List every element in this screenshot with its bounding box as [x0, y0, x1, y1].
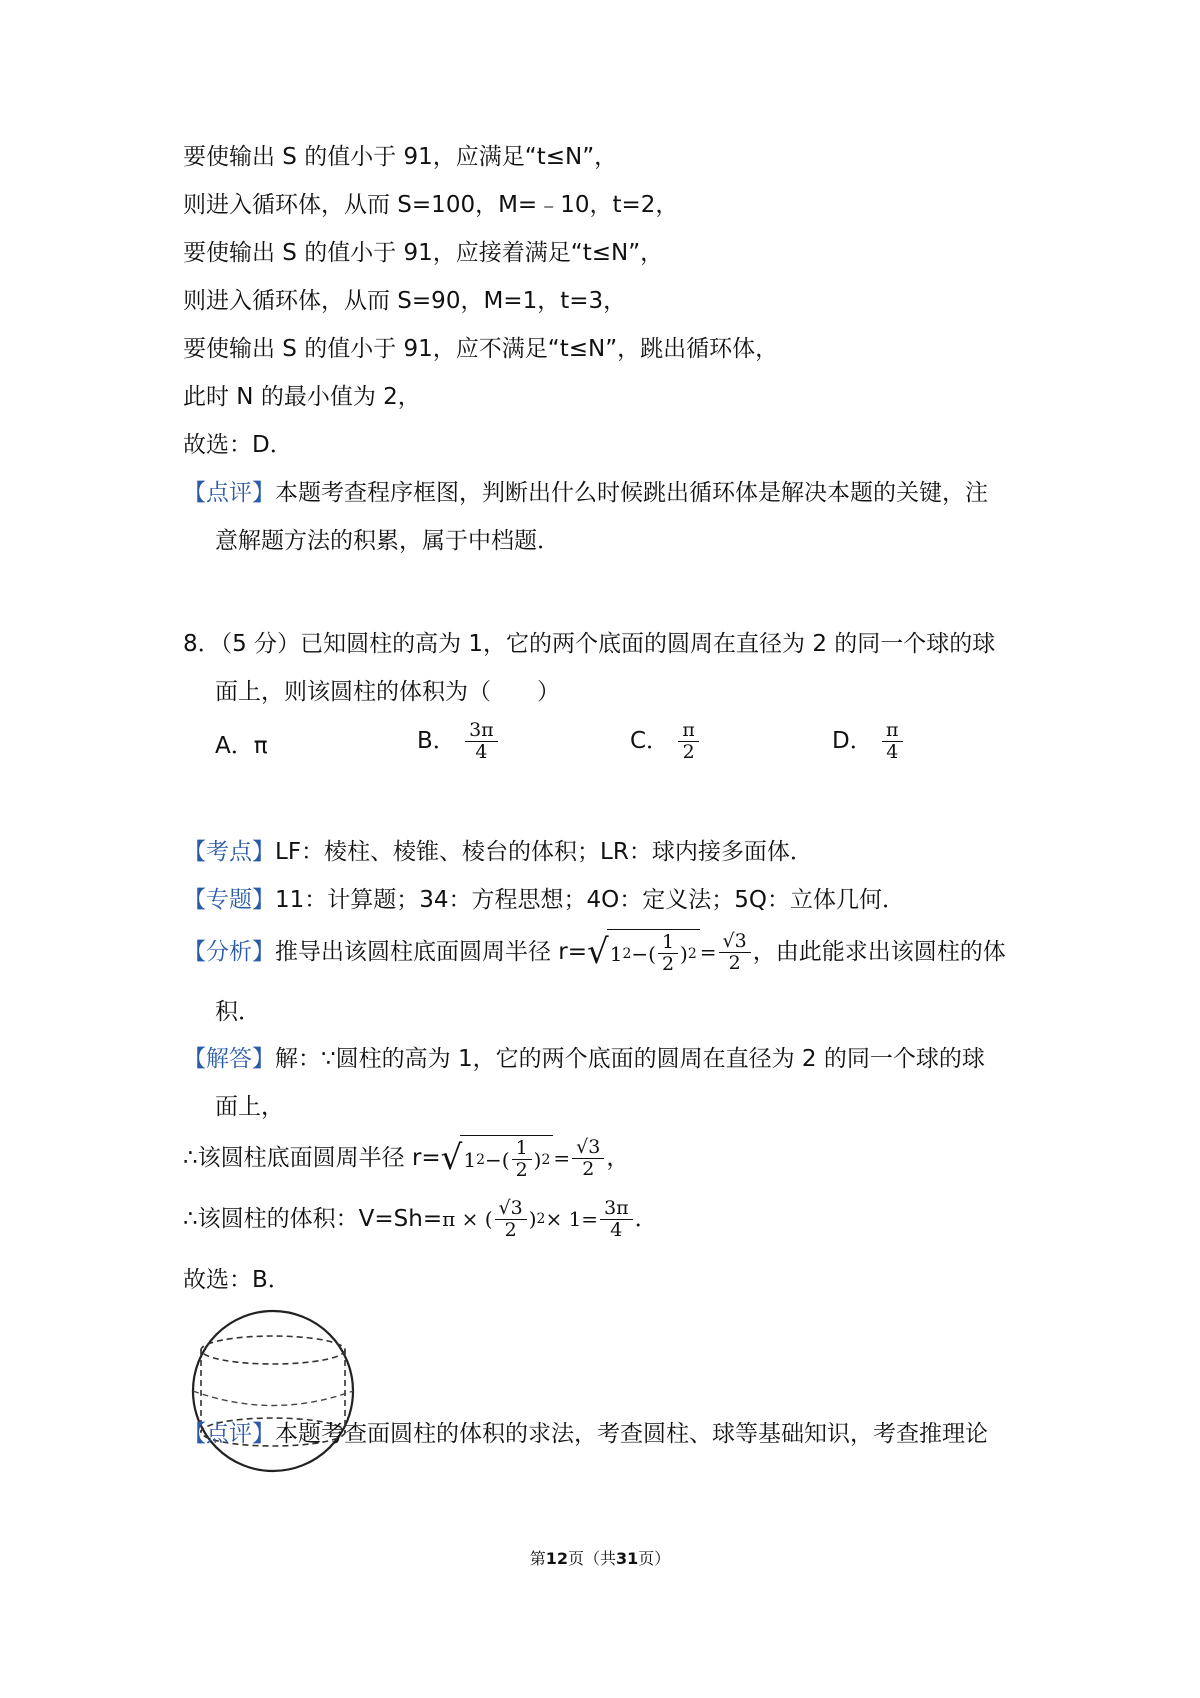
- option-d: D． $\frac{\pi}{4}$: [832, 720, 905, 763]
- text-line: 要使输出 S 的值小于 91，应满足“t≤N”，: [183, 144, 618, 170]
- option-a: A．π: [215, 733, 268, 759]
- sphere-equator: [193, 1391, 353, 1406]
- fraction: $\frac{√3}{2}$: [572, 1137, 604, 1180]
- review-1: [183, 477, 988, 509]
- kaodian: 【考点】LF：棱柱、棱锥、棱台的体积；LR：球内接多面体．: [183, 839, 813, 865]
- fraction: $\frac{√3}{2}$: [719, 931, 751, 974]
- text-line: 要使输出 S 的值小于 91，应接着满足“t≤N”，: [183, 240, 664, 266]
- answer-line: 故选：B．: [183, 1267, 291, 1293]
- question-8-line2: 面上，则该圆柱的体积为（ ）: [215, 679, 560, 705]
- fraction: $\frac{3\pi}{4}$: [600, 1198, 633, 1241]
- review-tag: 【点评】: [183, 480, 275, 506]
- radius-line: ∴该圆柱底面圆周半径 r= √ 1 2 −( $\frac{1}{2}$ ) 2 = $\frac{√3}{2}$ ，: [183, 1135, 630, 1181]
- option-c: C． $\frac{\pi}{2}$: [630, 720, 701, 763]
- zhuanti-tag: 【专题】: [183, 887, 275, 913]
- text-line: 故选：D．: [183, 432, 293, 458]
- cylinder-top-ellipse: [201, 1336, 345, 1364]
- fenxi-tag: 【分析】: [183, 939, 275, 965]
- fraction: $\frac{\pi}{4}$: [882, 720, 903, 763]
- fraction: $\frac{3\pi}{4}$: [465, 720, 498, 763]
- review-text: 本题考查程序框图，判断出什么时候跳出循环体是解决本题的关键，注: [275, 480, 988, 506]
- jieda-cont: 面上，: [215, 1094, 284, 1120]
- fenxi-cont: 积．: [215, 999, 261, 1025]
- jieda: 【解答】解：∵圆柱的高为 1，它的两个底面的圆周在直径为 2 的同一个球的球: [183, 1046, 985, 1072]
- text-line: 则进入循环体，从而 S=100，M=﹣10，t=2，: [183, 192, 679, 218]
- kaodian-tag: 【考点】: [183, 839, 275, 865]
- radical: √ 1 2 −( $\frac{1}{2}$ ) 2: [587, 929, 700, 975]
- review-tag: 【点评】: [183, 1421, 275, 1447]
- volume-line: ∴该圆柱的体积：V=Sh= π × ( $\frac{√3}{2}$ ) 2 × 1= $\frac{3\pi}{4}$ ．: [183, 1196, 658, 1241]
- fenxi: 【分析】 推导出该圆柱底面圆周半径 r= √ 1 2 −( $\frac{1}{2}$ ) 2 = $\frac{√3}{2}$ ，由此能求出该圆柱的体: [183, 929, 1006, 975]
- jieda-tag: 【解答】: [183, 1046, 275, 1072]
- text-line: 要使输出 S 的值小于 91，应不满足“t≤N”，跳出循环体，: [183, 336, 779, 362]
- radical: √ 1 2 −( $\frac{1}{2}$ ) 2: [441, 1135, 554, 1181]
- option-b: B． $\frac{3\pi}{4}$: [417, 720, 500, 763]
- review-2: 【点评】本题考查面圆柱的体积的求法，考查圆柱、球等基础知识，考查推理论: [183, 1421, 988, 1447]
- fraction: $\frac{\pi}{2}$: [678, 720, 699, 763]
- page-footer: 第12页（共31页）: [529, 1549, 671, 1568]
- zhuanti: 【专题】11：计算题；34：方程思想；4O：定义法；5Q：立体几何．: [183, 887, 906, 913]
- question-8-line1: 8．（5 分）已知圆柱的高为 1，它的两个底面的圆周在直径为 2 的同一个球的球: [183, 631, 996, 657]
- fraction: $\frac{√3}{2}$: [495, 1198, 527, 1241]
- text-line: 此时 N 的最小值为 2，: [183, 384, 421, 410]
- text-line: 则进入循环体，从而 S=90，M=1，t=3，: [183, 288, 627, 314]
- review-1-cont: 意解题方法的积累，属于中档题．: [215, 528, 560, 554]
